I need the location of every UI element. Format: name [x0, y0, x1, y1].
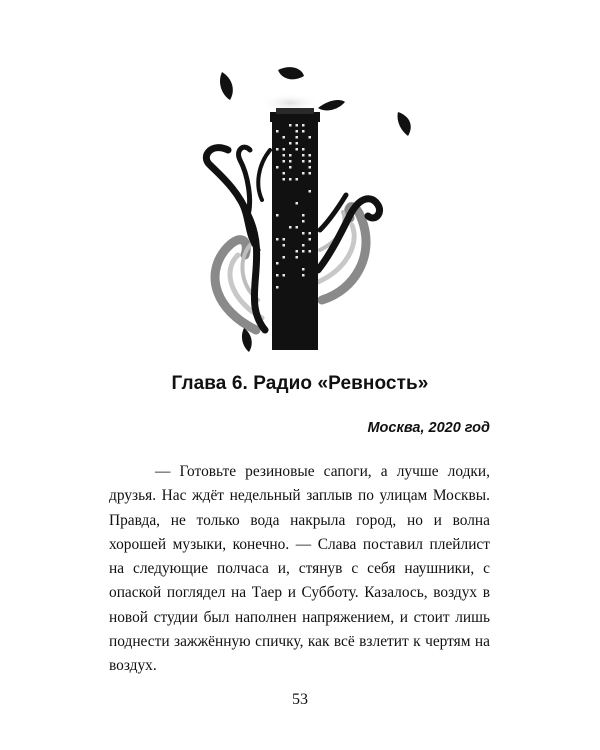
- tower-window: [283, 160, 286, 163]
- tower-window: [302, 268, 305, 271]
- tower-window: [302, 232, 305, 235]
- tower-window: [276, 262, 279, 265]
- tower-window: [276, 238, 279, 241]
- tower-window: [276, 166, 279, 169]
- tower-window: [302, 244, 305, 247]
- tower-window: [283, 172, 286, 175]
- tower-window: [276, 286, 279, 289]
- tower-window: [289, 226, 292, 229]
- tower-window: [302, 154, 305, 157]
- chapter-illustration: [0, 0, 600, 370]
- tower-window: [302, 172, 305, 175]
- tower-window: [309, 166, 312, 169]
- tower-window: [289, 160, 292, 163]
- chapter-title: Глава 6. Радио «Ревность»: [171, 373, 429, 394]
- leaf: [220, 72, 233, 100]
- tower-window: [276, 214, 279, 217]
- tower-window: [309, 238, 312, 241]
- tower-window: [309, 250, 312, 253]
- tower-window: [302, 220, 305, 223]
- tower-window: [296, 148, 299, 151]
- tower: [270, 108, 320, 350]
- tower-window: [276, 130, 279, 133]
- body-paragraph: — Готовьте резиновые сапоги, а лучше лодки, друзья. Нас ждёт недельный заплыв по улицам Москвы. Правда, не только вода накрыла город, но и волна хорошей музыки, конечно. — Слава поставил плейлист на следующие полчаса и, стянув с себя наушники, с опаской поглядел на Таер и Субботу. Казалось, воздух в новой студии был наполнен напряжением, и стоит лишь поднести зажжённую спичку, как всё взлетит к чертям на воздух.: [109, 463, 490, 675]
- tower-window: [302, 130, 305, 133]
- tower-window: [289, 166, 292, 169]
- tower-window: [296, 202, 299, 205]
- tower-window: [296, 226, 299, 229]
- tower-window: [302, 214, 305, 217]
- tower-window: [296, 136, 299, 139]
- tower-window: [309, 154, 312, 157]
- tower-window: [296, 250, 299, 253]
- tower-window: [276, 148, 279, 151]
- tower-window: [289, 178, 292, 181]
- tower-window: [289, 142, 292, 145]
- tower-window: [302, 250, 305, 253]
- page-number: 53: [292, 691, 308, 708]
- tower-window: [302, 160, 305, 163]
- tower-window: [309, 172, 312, 175]
- tower-window: [283, 244, 286, 247]
- tower-window: [302, 124, 305, 127]
- tower-window: [283, 238, 286, 241]
- tower-window: [296, 142, 299, 145]
- tower-window: [283, 274, 286, 277]
- tower-window: [309, 136, 312, 139]
- leaf: [318, 100, 345, 110]
- tower-window: [296, 178, 299, 181]
- tower-window: [289, 124, 292, 127]
- location-date: Москва, 2020 год: [367, 420, 490, 436]
- leaf: [397, 112, 410, 136]
- tower-window: [289, 154, 292, 157]
- tower-window: [302, 274, 305, 277]
- tower-window: [296, 130, 299, 133]
- tower-window: [309, 160, 312, 163]
- leaf: [278, 67, 304, 79]
- tower-window: [302, 148, 305, 151]
- tower-window: [296, 124, 299, 127]
- tower-window: [309, 190, 312, 193]
- tower-window: [276, 274, 279, 277]
- tower-window: [309, 232, 312, 235]
- tower-window: [283, 178, 286, 181]
- tower-window: [283, 154, 286, 157]
- tower-window: [296, 256, 299, 259]
- tower-window: [283, 148, 286, 151]
- tower-window: [283, 136, 286, 139]
- tower-window: [283, 256, 286, 259]
